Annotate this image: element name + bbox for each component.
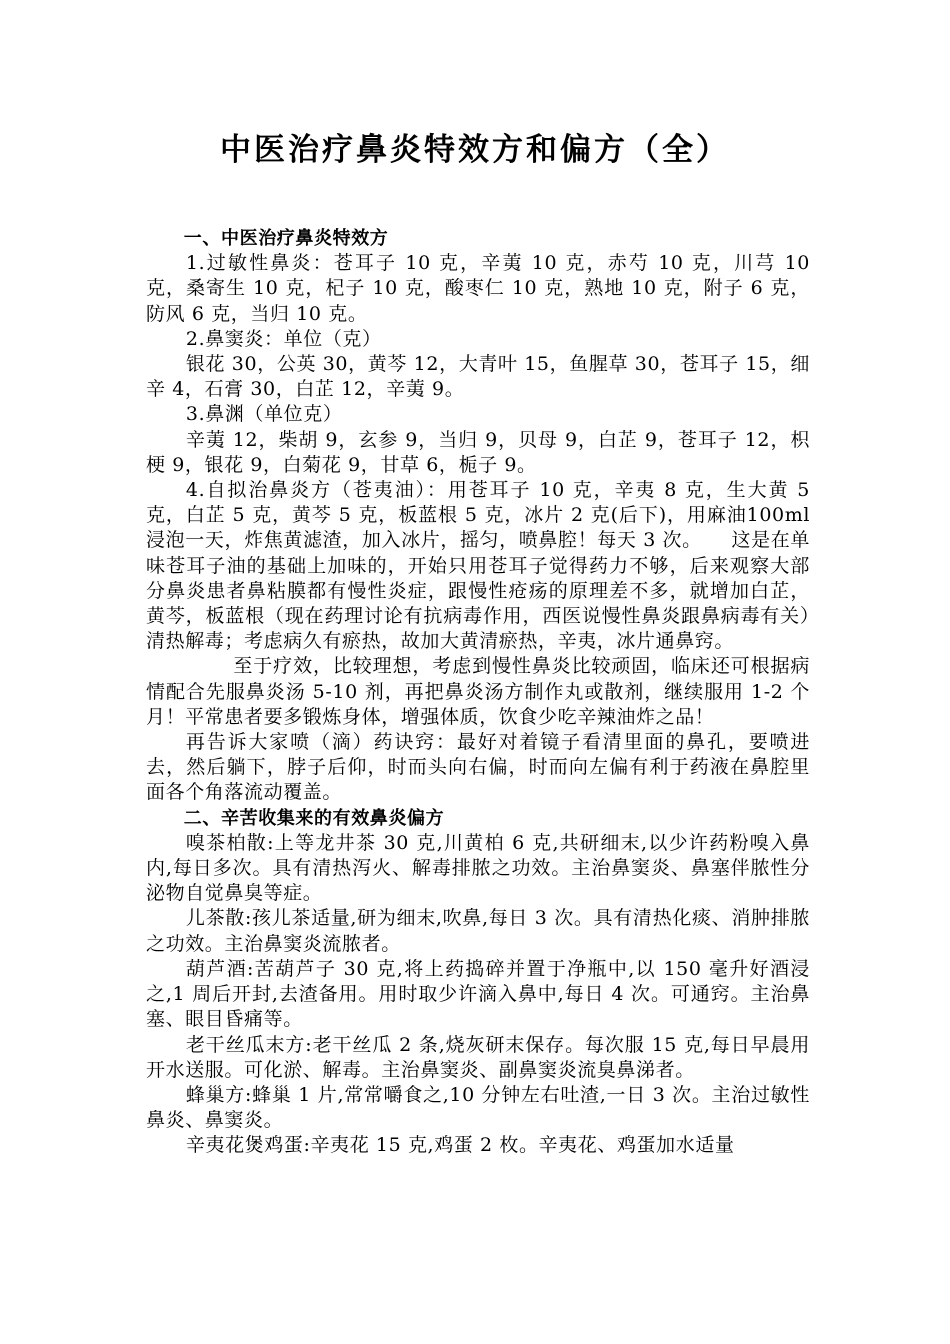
paragraph: 嗅茶柏散:上等龙井茶 30 克,川黄柏 6 克,共研细末,以少许药粉嗅入鼻内,每日多次。具有清热泻火、解毒排脓之功效。主治鼻窦炎、鼻塞伴脓性分泌物自觉鼻臭等症。 [146, 831, 810, 905]
paragraph: 辛荑 12，柴胡 9，玄参 9，当归 9，贝母 9，白芷 9，苍耳子 12，枳梗 9，银花 9，白菊花 9，甘草 6，栀子 9。 [146, 428, 810, 476]
paragraph: 老干丝瓜末方:老干丝瓜 2 条,烧灰研末保存。每次服 15 克,每日早晨用开水送服。可化淤、解毒。主治鼻窦炎、副鼻窦炎流臭鼻涕者。 [146, 1033, 810, 1081]
paragraph: 辛夷花煲鸡蛋:辛夷花 15 克,鸡蛋 2 枚。辛夷花、鸡蛋加水适量 [185, 1134, 735, 1157]
paragraph: 4.自拟治鼻炎方（苍夷油）：用苍耳子 10 克，辛夷 8 克，生大黄 5 克，白芷 5 克，黄芩 5 克，板蓝根 5 克，冰片 2 克(后下)，用麻油100ml 浸泡一天，炸焦黄滤渣，加入冰片，摇匀，喷鼻腔！每天 3 次。 这是在单味苍耳子油的基础上加味的，开始只用苍耳子觉得药力不够，后来观察大部分鼻炎患者鼻粘膜都有慢性炎症，跟慢性疮疡的原理差不多，就增加白芷，黄芩，板蓝根（现在药理讨论有抗病毒作用，西医说慢性鼻炎跟鼻病毒有关）清热解毒；考虑病久有瘀热，故加大黄清瘀热，辛夷，冰片通鼻窍。 [146, 479, 810, 653]
section-heading: 二、辛苦收集来的有效鼻炎偏方 [183, 807, 445, 829]
paragraph: 3.鼻渊（单位克） [185, 403, 343, 426]
paragraph: 1.过敏性鼻炎：苍耳子 10 克，辛荑 10 克，赤芍 10 克，川芎 10 克，桑寄生 10 克，杞子 10 克，酸枣仁 10 克，熟地 10 克，附子 6 克，防风 6 克，当归 10 克。 [146, 252, 810, 325]
paragraph: 蜂巢方:蜂巢 1 片,常常嚼食之,10 分钟左右吐渣,一日 3 次。主治过敏性鼻炎、鼻窦炎。 [146, 1083, 810, 1132]
page-title: 中医治疗鼻炎特效方和偏方（全） [220, 132, 730, 168]
paragraph: 再告诉大家喷（滴）药诀窍：最好对着镜子看清里面的鼻孔，要喷进去，然后躺下，脖子后仰，时而头向右偏，时而向左偏有利于药液在鼻腔里面各个角落流动覆盖。 [146, 731, 810, 804]
section-heading: 一、中医治疗鼻炎特效方 [183, 228, 389, 249]
paragraph: 至于疗效，比较理想，考虑到慢性鼻炎比较顽固，临床还可根据病情配合先服鼻炎汤 5-10 剂，再把鼻炎汤方制作丸或散剂，继续服用 1-2 个月！平常患者要多锻炼身体，增强体质，饮食少吃辛辣油炸之品！ [146, 655, 810, 728]
document-body [146, 226, 810, 1159]
paragraph: 葫芦酒:苦葫芦子 30 克,将上药捣碎并置于净瓶中,以 150 毫升好酒浸之,1 周后开封,去渣备用。用时取少许滴入鼻中,每日 4 次。可通窍。主治鼻塞、眼目昏痛等。 [146, 957, 810, 1031]
paragraph: 银花 30，公英 30，黄芩 12，大青叶 15，鱼腥草 30，苍耳子 15，细辛 4，石膏 30，白芷 12，辛荑 9。 [146, 353, 810, 401]
paragraph: 2.鼻窦炎：单位（克） [185, 327, 382, 350]
paragraph: 儿茶散:孩儿茶适量,研为细末,吹鼻,每日 3 次。具有清热化痰、消肿排脓之功效。主治鼻窦炎流脓者。 [146, 907, 810, 955]
